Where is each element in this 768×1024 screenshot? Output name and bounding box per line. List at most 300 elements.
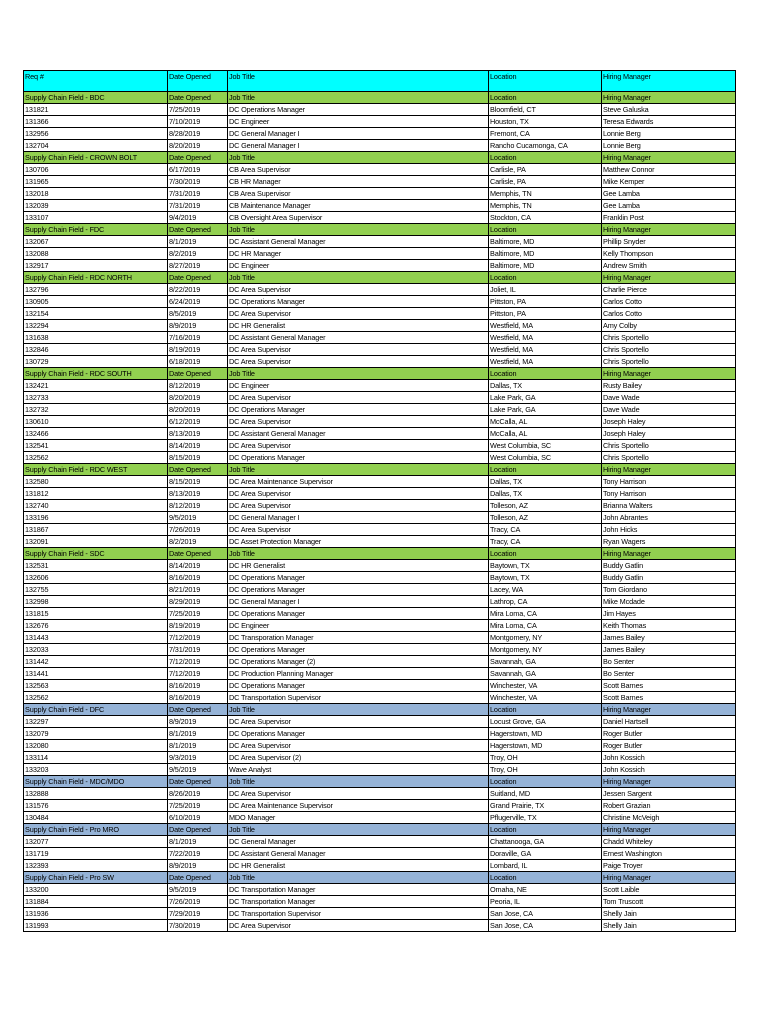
- cell-date-opened: 9/5/2019: [168, 884, 228, 896]
- cell-location: Dallas, TX: [489, 380, 602, 392]
- cell-req-number: 133203: [24, 764, 168, 776]
- section-title: Supply Chain Field - CROWN BOLT: [24, 152, 168, 164]
- cell-req-number: 132297: [24, 716, 168, 728]
- cell-req-number: 130706: [24, 164, 168, 176]
- table-row: [24, 284, 736, 296]
- table-row: [24, 608, 736, 620]
- cell-hiring-manager: Kelly Thompson: [602, 248, 736, 260]
- section-label-hiring-manager: Hiring Manager: [602, 152, 736, 164]
- section-label-location: Location: [489, 272, 602, 284]
- cell-location: San Jose, CA: [489, 908, 602, 920]
- section-label-location: Location: [489, 92, 602, 104]
- section-label-location: Location: [489, 368, 602, 380]
- cell-job-title: CB Area Supervisor: [228, 164, 489, 176]
- table-row: [24, 440, 736, 452]
- cell-location: Hagerstown, MD: [489, 728, 602, 740]
- table-row: [24, 500, 736, 512]
- cell-date-opened: 8/2/2019: [168, 248, 228, 260]
- cell-hiring-manager: Tom Giordano: [602, 584, 736, 596]
- cell-req-number: 132421: [24, 380, 168, 392]
- cell-date-opened: 8/15/2019: [168, 476, 228, 488]
- table-row: [24, 404, 736, 416]
- table-row: [24, 308, 736, 320]
- cell-req-number: 132606: [24, 572, 168, 584]
- cell-job-title: DC Area Supervisor: [228, 392, 489, 404]
- cell-date-opened: 8/14/2019: [168, 560, 228, 572]
- section-label-job-title: Job Title: [228, 872, 489, 884]
- cell-hiring-manager: Rusty Bailey: [602, 380, 736, 392]
- cell-location: Omaha, NE: [489, 884, 602, 896]
- cell-hiring-manager: Jim Hayes: [602, 608, 736, 620]
- cell-job-title: DC Operations Manager: [228, 608, 489, 620]
- cell-location: Westfield, MA: [489, 320, 602, 332]
- table-row: [24, 884, 736, 896]
- cell-location: Carlisle, PA: [489, 164, 602, 176]
- section-label-location: Location: [489, 548, 602, 560]
- cell-location: Westfield, MA: [489, 332, 602, 344]
- cell-job-title: DC Operations Manager: [228, 104, 489, 116]
- table-row: [24, 572, 736, 584]
- table-row: [24, 200, 736, 212]
- cell-req-number: 132704: [24, 140, 168, 152]
- section-label-hiring-manager: Hiring Manager: [602, 872, 736, 884]
- cell-date-opened: 8/22/2019: [168, 284, 228, 296]
- cell-date-opened: 7/22/2019: [168, 848, 228, 860]
- table-row: [24, 812, 736, 824]
- section-label-date-opened: Date Opened: [168, 152, 228, 164]
- requisition-table: [23, 70, 736, 932]
- cell-req-number: 132740: [24, 500, 168, 512]
- section-label-hiring-manager: Hiring Manager: [602, 272, 736, 284]
- section-label-location: Location: [489, 824, 602, 836]
- cell-req-number: 131366: [24, 116, 168, 128]
- table-row: [24, 116, 736, 128]
- table-row: [24, 692, 736, 704]
- cell-location: Westfield, MA: [489, 356, 602, 368]
- cell-req-number: 132755: [24, 584, 168, 596]
- cell-location: Lacey, WA: [489, 584, 602, 596]
- table-row: [24, 680, 736, 692]
- cell-date-opened: 9/5/2019: [168, 764, 228, 776]
- table-row: [24, 656, 736, 668]
- cell-date-opened: 8/14/2019: [168, 440, 228, 452]
- cell-hiring-manager: Dave Wade: [602, 392, 736, 404]
- cell-job-title: DC General Manager I: [228, 512, 489, 524]
- cell-location: Westfield, MA: [489, 344, 602, 356]
- cell-location: Baltimore, MD: [489, 236, 602, 248]
- cell-req-number: 132067: [24, 236, 168, 248]
- section-title: Supply Chain Field - RDC WEST: [24, 464, 168, 476]
- cell-req-number: 132541: [24, 440, 168, 452]
- cell-date-opened: 9/4/2019: [168, 212, 228, 224]
- section-label-date-opened: Date Opened: [168, 872, 228, 884]
- section-title: Supply Chain Field - Pro MRO: [24, 824, 168, 836]
- cell-location: Doraville, GA: [489, 848, 602, 860]
- cell-req-number: 132998: [24, 596, 168, 608]
- cell-hiring-manager: Jessen Sargent: [602, 788, 736, 800]
- section-title: Supply Chain Field - FDC: [24, 224, 168, 236]
- cell-location: Tracy, CA: [489, 536, 602, 548]
- cell-req-number: 132466: [24, 428, 168, 440]
- cell-job-title: DC Area Supervisor: [228, 788, 489, 800]
- cell-date-opened: 8/29/2019: [168, 596, 228, 608]
- cell-req-number: 132018: [24, 188, 168, 200]
- cell-location: Tolleson, AZ: [489, 512, 602, 524]
- table-row: [24, 380, 736, 392]
- cell-hiring-manager: Ryan Wagers: [602, 536, 736, 548]
- cell-hiring-manager: Carlos Cotto: [602, 308, 736, 320]
- table-row: [24, 668, 736, 680]
- cell-req-number: 132733: [24, 392, 168, 404]
- table-row: [24, 620, 736, 632]
- section-label-job-title: Job Title: [228, 272, 489, 284]
- cell-hiring-manager: Scott Barnes: [602, 680, 736, 692]
- cell-job-title: DC Area Supervisor: [228, 716, 489, 728]
- cell-req-number: 130484: [24, 812, 168, 824]
- table-row: [24, 488, 736, 500]
- section-label-date-opened: Date Opened: [168, 92, 228, 104]
- cell-hiring-manager: Roger Butler: [602, 728, 736, 740]
- cell-job-title: DC Assistant General Manager: [228, 236, 489, 248]
- section-label-hiring-manager: Hiring Manager: [602, 704, 736, 716]
- section-header-row: [24, 272, 736, 284]
- cell-location: West Columbia, SC: [489, 452, 602, 464]
- section-label-hiring-manager: Hiring Manager: [602, 368, 736, 380]
- cell-job-title: MDO Manager: [228, 812, 489, 824]
- cell-location: Savannah, GA: [489, 668, 602, 680]
- table-row: [24, 764, 736, 776]
- table-row: [24, 332, 736, 344]
- cell-req-number: 132393: [24, 860, 168, 872]
- cell-hiring-manager: Scott Barnes: [602, 692, 736, 704]
- table-row: [24, 140, 736, 152]
- table-row: [24, 560, 736, 572]
- cell-req-number: 132531: [24, 560, 168, 572]
- cell-location: Carlisle, PA: [489, 176, 602, 188]
- cell-hiring-manager: Chadd Whiteley: [602, 836, 736, 848]
- header-job-title: Job Title: [228, 71, 489, 92]
- header-location: Location: [489, 71, 602, 92]
- requisition-table-body: [24, 71, 736, 932]
- cell-date-opened: 7/12/2019: [168, 668, 228, 680]
- section-header-row: [24, 92, 736, 104]
- cell-date-opened: 7/31/2019: [168, 188, 228, 200]
- cell-location: Montgomery, NY: [489, 644, 602, 656]
- cell-job-title: CB HR Manager: [228, 176, 489, 188]
- header-req-number: Req #: [24, 71, 168, 92]
- cell-req-number: 132846: [24, 344, 168, 356]
- cell-req-number: 133114: [24, 752, 168, 764]
- cell-date-opened: 6/17/2019: [168, 164, 228, 176]
- cell-job-title: DC Assistant General Manager: [228, 332, 489, 344]
- cell-date-opened: 8/15/2019: [168, 452, 228, 464]
- cell-job-title: DC Production Planning Manager: [228, 668, 489, 680]
- header-row: [24, 71, 736, 92]
- cell-req-number: 131441: [24, 668, 168, 680]
- cell-job-title: DC Asset Protection Manager: [228, 536, 489, 548]
- cell-date-opened: 7/10/2019: [168, 116, 228, 128]
- cell-date-opened: 8/12/2019: [168, 500, 228, 512]
- cell-date-opened: 8/9/2019: [168, 320, 228, 332]
- cell-date-opened: 6/12/2019: [168, 416, 228, 428]
- section-title: Supply Chain Field - DFC: [24, 704, 168, 716]
- cell-location: Winchester, VA: [489, 692, 602, 704]
- cell-date-opened: 8/12/2019: [168, 380, 228, 392]
- cell-date-opened: 8/1/2019: [168, 740, 228, 752]
- section-label-location: Location: [489, 464, 602, 476]
- cell-req-number: 133107: [24, 212, 168, 224]
- section-label-hiring-manager: Hiring Manager: [602, 548, 736, 560]
- cell-req-number: 132888: [24, 788, 168, 800]
- cell-req-number: 132732: [24, 404, 168, 416]
- cell-job-title: DC Operations Manager: [228, 584, 489, 596]
- section-label-hiring-manager: Hiring Manager: [602, 224, 736, 236]
- cell-date-opened: 8/28/2019: [168, 128, 228, 140]
- cell-hiring-manager: Matthew Connor: [602, 164, 736, 176]
- cell-date-opened: 8/1/2019: [168, 836, 228, 848]
- cell-date-opened: 7/25/2019: [168, 608, 228, 620]
- cell-location: Stockton, CA: [489, 212, 602, 224]
- cell-date-opened: 7/31/2019: [168, 644, 228, 656]
- cell-job-title: DC Area Supervisor: [228, 488, 489, 500]
- cell-hiring-manager: Tony Harrison: [602, 488, 736, 500]
- cell-date-opened: 6/10/2019: [168, 812, 228, 824]
- cell-job-title: DC Transportation Supervisor: [228, 908, 489, 920]
- cell-hiring-manager: Paige Troyer: [602, 860, 736, 872]
- cell-job-title: DC HR Manager: [228, 248, 489, 260]
- cell-job-title: DC Area Supervisor: [228, 284, 489, 296]
- cell-req-number: 132088: [24, 248, 168, 260]
- section-header-row: [24, 704, 736, 716]
- table-row: [24, 416, 736, 428]
- cell-date-opened: 8/16/2019: [168, 680, 228, 692]
- cell-date-opened: 6/24/2019: [168, 296, 228, 308]
- table-row: [24, 920, 736, 932]
- table-row: [24, 848, 736, 860]
- cell-job-title: DC General Manager I: [228, 596, 489, 608]
- cell-date-opened: 7/25/2019: [168, 104, 228, 116]
- cell-job-title: DC Transportation Supervisor: [228, 692, 489, 704]
- section-label-date-opened: Date Opened: [168, 824, 228, 836]
- cell-job-title: CB Area Supervisor: [228, 188, 489, 200]
- section-header-row: [24, 776, 736, 788]
- cell-req-number: 132563: [24, 680, 168, 692]
- cell-hiring-manager: Robert Grazian: [602, 800, 736, 812]
- cell-location: Baytown, TX: [489, 572, 602, 584]
- cell-job-title: CB Oversight Area Supervisor: [228, 212, 489, 224]
- section-title: Supply Chain Field - RDC SOUTH: [24, 368, 168, 380]
- cell-location: Mira Loma, CA: [489, 608, 602, 620]
- table-row: [24, 236, 736, 248]
- cell-hiring-manager: Teresa Edwards: [602, 116, 736, 128]
- cell-hiring-manager: James Bailey: [602, 632, 736, 644]
- section-header-row: [24, 368, 736, 380]
- cell-hiring-manager: Amy Colby: [602, 320, 736, 332]
- cell-date-opened: 8/27/2019: [168, 260, 228, 272]
- cell-date-opened: 7/30/2019: [168, 920, 228, 932]
- cell-date-opened: 8/20/2019: [168, 404, 228, 416]
- cell-job-title: DC Area Supervisor: [228, 740, 489, 752]
- cell-req-number: 132077: [24, 836, 168, 848]
- section-label-job-title: Job Title: [228, 368, 489, 380]
- cell-job-title: DC Engineer: [228, 380, 489, 392]
- cell-job-title: DC Operations Manager: [228, 680, 489, 692]
- cell-hiring-manager: Andrew Smith: [602, 260, 736, 272]
- table-row: [24, 188, 736, 200]
- cell-req-number: 132154: [24, 308, 168, 320]
- cell-job-title: DC Area Supervisor: [228, 344, 489, 356]
- table-row: [24, 644, 736, 656]
- cell-hiring-manager: Franklin Post: [602, 212, 736, 224]
- cell-job-title: CB Maintenance Manager: [228, 200, 489, 212]
- cell-job-title: DC Operations Manager: [228, 452, 489, 464]
- section-title: Supply Chain Field - MDC/MDO: [24, 776, 168, 788]
- cell-hiring-manager: Tony Harrison: [602, 476, 736, 488]
- cell-req-number: 132039: [24, 200, 168, 212]
- cell-job-title: DC Area Supervisor: [228, 356, 489, 368]
- cell-hiring-manager: John Hicks: [602, 524, 736, 536]
- cell-job-title: DC Area Supervisor (2): [228, 752, 489, 764]
- table-row: [24, 788, 736, 800]
- cell-job-title: DC Area Maintenance Supervisor: [228, 800, 489, 812]
- section-label-job-title: Job Title: [228, 464, 489, 476]
- cell-location: Mira Loma, CA: [489, 620, 602, 632]
- cell-hiring-manager: Steve Galuska: [602, 104, 736, 116]
- cell-location: Troy, OH: [489, 752, 602, 764]
- cell-req-number: 130729: [24, 356, 168, 368]
- cell-hiring-manager: Buddy Gatlin: [602, 560, 736, 572]
- cell-location: Savannah, GA: [489, 656, 602, 668]
- cell-hiring-manager: Chris Sportello: [602, 440, 736, 452]
- section-header-row: [24, 548, 736, 560]
- cell-date-opened: 7/12/2019: [168, 656, 228, 668]
- table-row: [24, 536, 736, 548]
- cell-req-number: 132562: [24, 452, 168, 464]
- table-row: [24, 524, 736, 536]
- table-row: [24, 740, 736, 752]
- cell-hiring-manager: Chris Sportello: [602, 332, 736, 344]
- table-row: [24, 836, 736, 848]
- cell-hiring-manager: Lonnie Berg: [602, 128, 736, 140]
- cell-date-opened: 7/26/2019: [168, 896, 228, 908]
- table-row: [24, 512, 736, 524]
- cell-req-number: 131884: [24, 896, 168, 908]
- table-row: [24, 584, 736, 596]
- section-label-hiring-manager: Hiring Manager: [602, 776, 736, 788]
- cell-date-opened: 6/18/2019: [168, 356, 228, 368]
- cell-req-number: 132580: [24, 476, 168, 488]
- cell-date-opened: 7/29/2019: [168, 908, 228, 920]
- cell-location: San Jose, CA: [489, 920, 602, 932]
- cell-job-title: DC Area Supervisor: [228, 308, 489, 320]
- section-label-date-opened: Date Opened: [168, 776, 228, 788]
- cell-req-number: 131442: [24, 656, 168, 668]
- cell-hiring-manager: Shelly Jain: [602, 920, 736, 932]
- table-row: [24, 212, 736, 224]
- cell-job-title: DC Assistant General Manager: [228, 848, 489, 860]
- cell-job-title: Wave Analyst: [228, 764, 489, 776]
- cell-location: Tolleson, AZ: [489, 500, 602, 512]
- table-row: [24, 476, 736, 488]
- cell-job-title: DC Transportation Manager: [228, 884, 489, 896]
- cell-location: Pittston, PA: [489, 308, 602, 320]
- cell-date-opened: 8/26/2019: [168, 788, 228, 800]
- cell-job-title: DC Area Supervisor: [228, 416, 489, 428]
- table-row: [24, 176, 736, 188]
- section-label-location: Location: [489, 776, 602, 788]
- cell-location: Lathrop, CA: [489, 596, 602, 608]
- cell-date-opened: 8/13/2019: [168, 488, 228, 500]
- section-label-job-title: Job Title: [228, 704, 489, 716]
- cell-location: Baltimore, MD: [489, 260, 602, 272]
- cell-location: Joliet, IL: [489, 284, 602, 296]
- cell-location: Dallas, TX: [489, 488, 602, 500]
- cell-req-number: 133196: [24, 512, 168, 524]
- cell-hiring-manager: Mike Kemper: [602, 176, 736, 188]
- cell-job-title: DC General Manager: [228, 836, 489, 848]
- cell-hiring-manager: Dave Wade: [602, 404, 736, 416]
- section-label-hiring-manager: Hiring Manager: [602, 464, 736, 476]
- cell-hiring-manager: Shelly Jain: [602, 908, 736, 920]
- cell-hiring-manager: Buddy Gatlin: [602, 572, 736, 584]
- cell-date-opened: 7/31/2019: [168, 200, 228, 212]
- cell-hiring-manager: Mike Mcdade: [602, 596, 736, 608]
- cell-location: Baytown, TX: [489, 560, 602, 572]
- cell-hiring-manager: Daniel Hartsell: [602, 716, 736, 728]
- cell-hiring-manager: Bo Senter: [602, 656, 736, 668]
- cell-date-opened: 8/1/2019: [168, 728, 228, 740]
- cell-job-title: DC Operations Manager (2): [228, 656, 489, 668]
- cell-date-opened: 8/1/2019: [168, 236, 228, 248]
- cell-location: Peoria, IL: [489, 896, 602, 908]
- section-label-job-title: Job Title: [228, 152, 489, 164]
- cell-hiring-manager: Ernest Washington: [602, 848, 736, 860]
- table-row: [24, 428, 736, 440]
- section-title: Supply Chain Field - Pro SW: [24, 872, 168, 884]
- section-label-location: Location: [489, 152, 602, 164]
- cell-date-opened: 8/20/2019: [168, 140, 228, 152]
- cell-job-title: DC Engineer: [228, 620, 489, 632]
- cell-hiring-manager: Chris Sportello: [602, 452, 736, 464]
- section-label-job-title: Job Title: [228, 224, 489, 236]
- cell-date-opened: 8/5/2019: [168, 308, 228, 320]
- cell-location: Houston, TX: [489, 116, 602, 128]
- cell-date-opened: 8/20/2019: [168, 392, 228, 404]
- cell-location: West Columbia, SC: [489, 440, 602, 452]
- section-label-hiring-manager: Hiring Manager: [602, 92, 736, 104]
- cell-date-opened: 7/16/2019: [168, 332, 228, 344]
- cell-job-title: DC Operations Manager: [228, 644, 489, 656]
- cell-req-number: 132091: [24, 536, 168, 548]
- cell-req-number: 131812: [24, 488, 168, 500]
- cell-location: Lake Park, GA: [489, 404, 602, 416]
- section-label-date-opened: Date Opened: [168, 224, 228, 236]
- cell-job-title: DC Operations Manager: [228, 296, 489, 308]
- cell-hiring-manager: Phillip Snyder: [602, 236, 736, 248]
- cell-job-title: DC Engineer: [228, 260, 489, 272]
- cell-location: Lombard, IL: [489, 860, 602, 872]
- cell-location: Fremont, CA: [489, 128, 602, 140]
- table-row: [24, 164, 736, 176]
- table-row: [24, 716, 736, 728]
- cell-job-title: DC Assistant General Manager: [228, 428, 489, 440]
- cell-location: Memphis, TN: [489, 200, 602, 212]
- table-row: [24, 752, 736, 764]
- cell-hiring-manager: Lonnie Berg: [602, 140, 736, 152]
- cell-date-opened: 7/26/2019: [168, 524, 228, 536]
- cell-hiring-manager: Keith Thomas: [602, 620, 736, 632]
- section-label-location: Location: [489, 872, 602, 884]
